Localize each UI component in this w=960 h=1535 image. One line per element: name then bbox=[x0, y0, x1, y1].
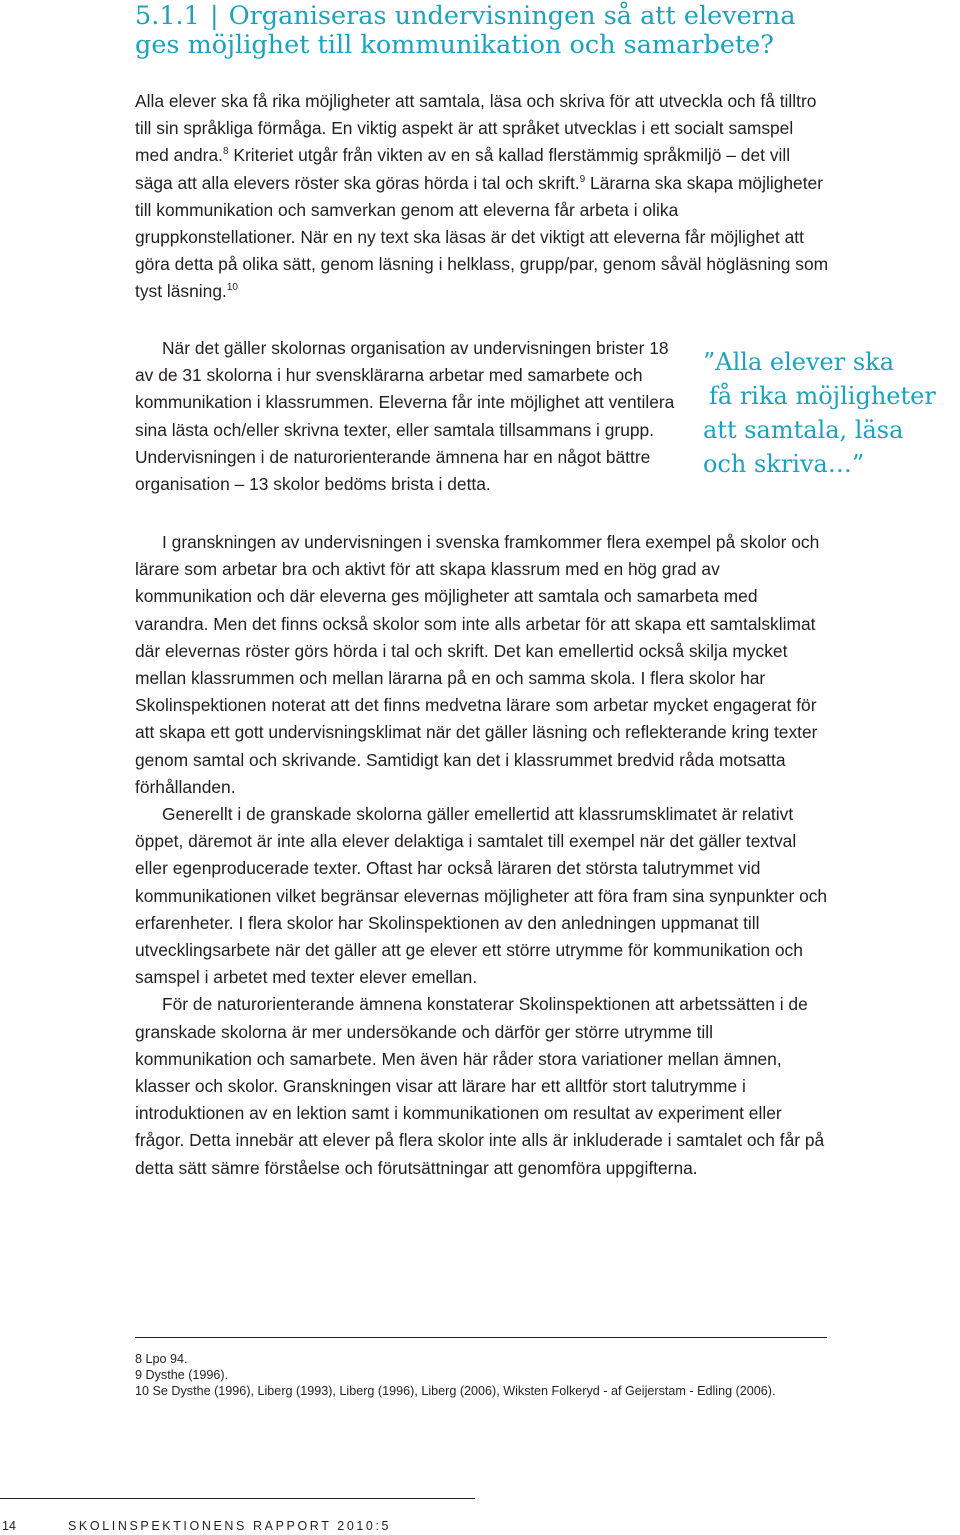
footnote-9: 9 Dysthe (1996). bbox=[135, 1368, 229, 1382]
pull-quote-line3: att samtala, läsa bbox=[703, 416, 904, 444]
pull-quote-line4: och skriva…” bbox=[703, 450, 865, 478]
intro-paragraph bbox=[135, 88, 830, 306]
section-heading bbox=[135, 2, 955, 60]
footnote-ref-10[interactable]: 10 bbox=[226, 282, 238, 294]
footnote-divider bbox=[135, 1337, 827, 1338]
footnote-8: 8 Lpo 94. bbox=[135, 1352, 188, 1366]
paragraph-organisation bbox=[135, 335, 675, 498]
section-title-line1: Organiseras undervisningen så att eleverna bbox=[228, 1, 796, 31]
footnote-ref-8[interactable]: 8 bbox=[222, 146, 229, 158]
paragraph-naturorienterande: För de naturorienterande ämnena konstaterar Skolinspektionen att arbetssätten i de granskade skolorna är mer undersökande och därför ger större utrymme till kommunikation och samarbete. Men även här råder stora variationer mellan ämnen, klasser och skolor. Granskningen visar att lärare har ett alltför stort talutrymme i introduktionen av en lektion samt i kommunikationen om resultat av experiment eller frågor. Detta innebär att elever på flera skolor inte alls är inkluderade i samtalet och får på detta sätt sämre förståelse och förutsättningar att genomföra uppgifterna. bbox=[135, 994, 825, 1178]
footer-report-title: SKOLINSPEKTIONENS RAPPORT 2010:5 bbox=[68, 1519, 392, 1533]
footnote-10: 10 Se Dysthe (1996), Liberg (1993), Liberg (1996), Liberg (2006), Wiksten Folkeryd - af Geijerstam - Edling (2006). bbox=[135, 1384, 776, 1398]
footnote-ref-9[interactable]: 9 bbox=[579, 173, 586, 185]
paragraph-organisation-text: När det gäller skolornas organisation av undervisningen brister 18 av de 31 skolorna i hur svensklärarna arbetar med samarbete och kommunikation i klassrummen. Eleverna får inte möjlighet att ventilera sina lästa och/eller skrivna texter, eller samtala tillsammans i grupp. Undervisningen i de naturorienterande ämnena har en något bättre organisation – 13 skolor bedöms brista i detta. bbox=[135, 338, 675, 495]
intro-text-1: Alla elever ska få rika möjligheter att samtala, läsa och skriva för att utveckla och få tilltro till sin språkliga förmåga. En viktig aspekt är att språket utvecklas i ett socialt samspel med andra. bbox=[135, 91, 817, 166]
pull-quote-line2: få rika möjligheter bbox=[709, 382, 936, 410]
intro-text-2: Kriteriet utgår från vikten av en så kallad flerstämmig språkmiljö – det vill säga att alla elevers röster ska göras hörda i tal och skrift. bbox=[135, 145, 791, 193]
footnotes bbox=[135, 1351, 827, 1399]
pull-quote bbox=[703, 345, 960, 481]
section-number: 5.1.1 bbox=[135, 1, 200, 31]
heading-separator: | bbox=[210, 1, 219, 31]
page-number: 14 bbox=[2, 1519, 16, 1533]
paragraph-generellt: Generellt i de granskade skolorna gäller emellertid att klassrumsklimatet är relativt öppet, däremot är inte alla elever delaktiga i samtalet till exempel när det gäller textval eller egenproducerade texter. Oftast har också läraren det största talutrymmet vid kommunikationen vilket begränsar elevernas möjligheter att föra fram sina synpunkter och erfarenheter. I flera skolor har Skolinspektionen av den anledningen uppmanat till utvecklingsarbete när det gäller att ge elever ett större utrymme för kommunikation och samspel i arbetet med texter elever emellan. bbox=[135, 804, 828, 988]
footer-divider bbox=[0, 1498, 475, 1499]
paragraph-granskning: I granskningen av undervisningen i svenska framkommer flera exempel på skolor och lärare som arbetar bra och aktivt för att skapa klassrum med en hög grad av kommunikation och där eleverna ges möjligheter att samtala och samarbeta med varandra. Men det finns också skolor som inte alls arbetar för att skapa ett samtalsklimat där elevernas röster görs hörda i tal och skrift. Det kan emellertid också skilja mycket mellan klassrummen och mellan lärarna på en och samma skola. I flera skolor har Skolinspektionen noterat att det finns medvetna lärare som arbetar mycket engagerat för att skapa ett gott undervisningsklimat när det gäller läsning och reflekterande kring texter genom samtal och skrivande. Samtidigt kan det i klassrummet bredvid råda motsatta förhållanden. bbox=[135, 532, 820, 797]
pull-quote-line1: ”Alla elever ska bbox=[703, 348, 895, 376]
section-title-line2: ges möjlighet till kommunikation och samarbete? bbox=[135, 30, 774, 60]
body-paragraphs bbox=[135, 529, 830, 1182]
intro-text-3: Lärarna ska skapa möjligheter till kommunikation och samverkan genom att eleverna får arbeta i olika gruppkonstellationer. När en ny text ska läsas är det viktigt att eleverna får möjlighet att göra detta på olika sätt, genom läsning i helklass, grupp/par, genom såväl högläsning som tyst läsning. bbox=[135, 172, 829, 302]
